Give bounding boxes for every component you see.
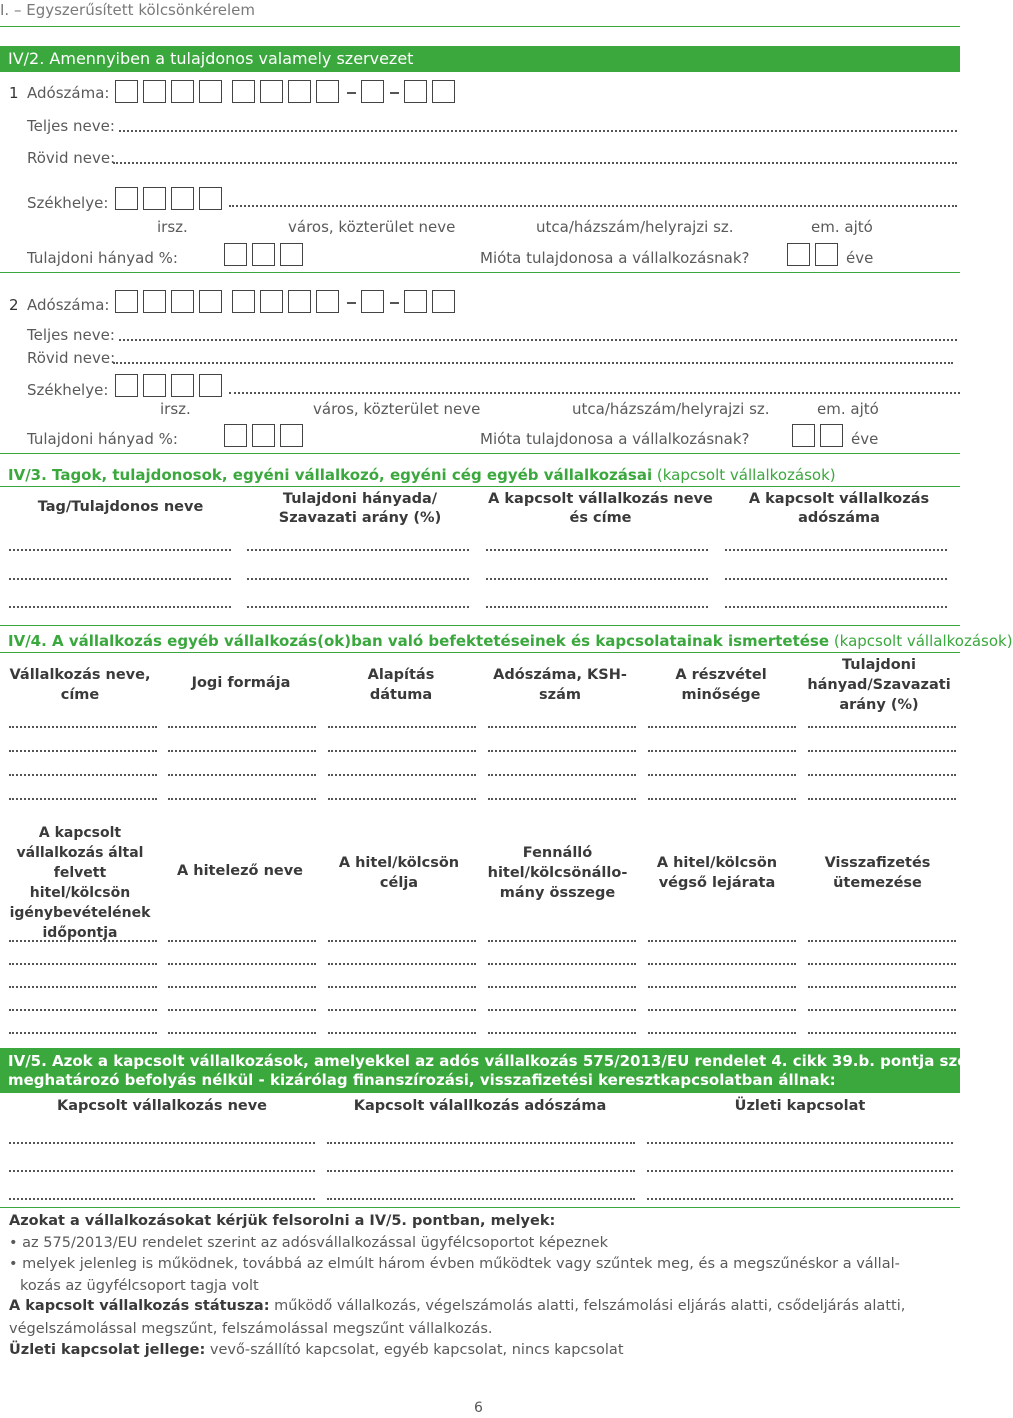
iv4b-col-lender: A hitelező neve — [176, 863, 304, 879]
section-divider — [0, 652, 960, 653]
postcode-digit-box[interactable] — [115, 187, 138, 210]
table-cell-field[interactable] — [9, 986, 157, 988]
tax-digit-box[interactable] — [316, 290, 339, 313]
iv3-col-share: Tulajdoni hányada/ Szavazati arány (%) — [278, 491, 442, 526]
section-iv2-header — [0, 46, 960, 72]
table-cell-field[interactable] — [725, 606, 947, 608]
share-digit-box[interactable] — [252, 424, 275, 447]
owner-1-fullname-field[interactable] — [119, 130, 957, 132]
tax-digit-box[interactable] — [361, 80, 384, 103]
table-cell-field[interactable] — [647, 1142, 953, 1144]
tax-digit-box[interactable] — [199, 290, 222, 313]
table-cell-field[interactable] — [488, 774, 636, 776]
section-divider — [0, 486, 960, 487]
section-iv4-title — [8, 632, 1013, 650]
tax-digit-box[interactable] — [260, 290, 283, 313]
table-cell-field[interactable] — [488, 750, 636, 752]
table-cell-field[interactable] — [648, 940, 796, 942]
share-digit-box[interactable] — [280, 424, 303, 447]
owner-2-year-label: éve — [851, 430, 879, 448]
table-cell-field[interactable] — [647, 1170, 953, 1172]
table-cell-field[interactable] — [328, 1009, 476, 1011]
table-cell-field[interactable] — [327, 1198, 635, 1200]
owner-divider — [0, 453, 960, 454]
years-digit-box[interactable] — [787, 243, 810, 266]
table-cell-field[interactable] — [648, 1009, 796, 1011]
postcode-digit-box[interactable] — [171, 374, 194, 397]
document-header: I. – Egyszerűsített kölcsönkérelem — [0, 1, 256, 19]
postcode-digit-box[interactable] — [115, 374, 138, 397]
table-cell-field[interactable] — [9, 963, 157, 965]
tax-digit-box[interactable] — [404, 80, 427, 103]
table-cell-field[interactable] — [9, 578, 231, 580]
table-cell-field[interactable] — [648, 986, 796, 988]
tax-digit-box[interactable] — [143, 80, 166, 103]
iv4b-col-purpose: A hitel/kölcsön célja — [338, 855, 460, 891]
table-cell-field[interactable] — [488, 798, 636, 800]
table-cell-field[interactable] — [486, 549, 708, 551]
iv4-col-tax: Adószáma, KSH-szám — [493, 667, 627, 703]
owner-2-fullname-label: Teljes neve: — [27, 326, 115, 344]
table-cell-field[interactable] — [168, 940, 316, 942]
table-cell-field[interactable] — [328, 726, 476, 728]
section-iv5-header — [0, 1048, 1010, 1093]
tax-digit-box[interactable] — [115, 290, 138, 313]
table-cell-field[interactable] — [9, 726, 157, 728]
tax-separator — [347, 302, 356, 304]
table-cell-field[interactable] — [9, 774, 157, 776]
notes-relation-text: vevő-szállító kapcsolat, egyéb kapcsolat, nincs kapcsolat — [205, 1342, 624, 1358]
table-cell-field[interactable] — [328, 798, 476, 800]
owner-2-share-label: Tulajdoni hányad %: — [27, 430, 178, 448]
owner-1-year-label: éve — [846, 249, 874, 267]
owner-1-seat-label: Székhelye: — [27, 194, 109, 212]
iv4-col-name: Vállalkozás neve, címe — [9, 667, 151, 703]
share-digit-box[interactable] — [224, 424, 247, 447]
owner-divider — [0, 272, 960, 273]
addr-label-street: utca/házszám/helyrajzi sz. — [572, 400, 770, 418]
table-cell-field[interactable] — [9, 1170, 315, 1172]
postcode-digit-box[interactable] — [199, 374, 222, 397]
owner-1-since-label: Mióta tulajdonosa a vállalkozásnak? — [480, 249, 750, 267]
table-cell-field[interactable] — [328, 940, 476, 942]
owner-2-seat-label: Székhelye: — [27, 381, 109, 399]
table-cell-field[interactable] — [808, 986, 956, 988]
tax-separator — [347, 92, 356, 94]
share-digit-box[interactable] — [224, 243, 247, 266]
addr-label-floor: em. ajtó — [811, 218, 873, 236]
section-iv2-title: IV/2. Amennyiben a tulajdonos valamely szervezet — [8, 49, 414, 68]
addr-label-postcode: irsz. — [157, 218, 188, 236]
table-cell-field[interactable] — [247, 549, 469, 551]
table-cell-field[interactable] — [808, 798, 956, 800]
notes-intro: Azokat a vállalkozásokat kérjük felsorolni a IV/5. pontban, melyek: — [9, 1213, 556, 1229]
table-cell-field[interactable] — [648, 774, 796, 776]
tax-digit-box[interactable] — [143, 290, 166, 313]
tax-digit-box[interactable] — [171, 290, 194, 313]
table-cell-field[interactable] — [808, 750, 956, 752]
notes-bullet-1: • az 575/2013/EU rendelet szerint az adósvállalkozással ügyfélcsoportot képeznek — [9, 1235, 608, 1251]
section-divider — [0, 625, 960, 626]
owner-2-since-label: Mióta tulajdonosa a vállalkozásnak? — [480, 430, 750, 448]
postcode-digit-box[interactable] — [171, 187, 194, 210]
table-cell-field[interactable] — [488, 1032, 636, 1034]
table-cell-field[interactable] — [168, 798, 316, 800]
tax-digit-box[interactable] — [316, 80, 339, 103]
notes-relation — [9, 1342, 624, 1358]
table-cell-field[interactable] — [9, 1032, 157, 1034]
notes-status-text: működő vállalkozás, végelszámolás alatti, felszámolási eljárás alatti, csődeljárás alatti, — [269, 1298, 906, 1314]
tax-digit-box[interactable] — [404, 290, 427, 313]
tax-separator — [390, 92, 399, 94]
postcode-digit-box[interactable] — [143, 374, 166, 397]
section-iv5-title-line1: IV/5. Azok a kapcsolt vállalkozások, amelyekkel az adós vállalkozás 575/2013/EU rendelet 4. cikk 39.b. pontja szerint - — [8, 1052, 1010, 1070]
tax-separator — [390, 302, 399, 304]
header-divider — [0, 26, 960, 27]
years-digit-box[interactable] — [792, 424, 815, 447]
owner-1-shortname-field[interactable] — [113, 162, 957, 164]
owner-2-shortname-label: Rövid neve: — [27, 349, 116, 367]
table-cell-field[interactable] — [327, 1170, 635, 1172]
table-cell-field[interactable] — [647, 1198, 953, 1200]
tax-digit-box[interactable] — [260, 80, 283, 103]
table-cell-field[interactable] — [486, 606, 708, 608]
share-digit-box[interactable] — [252, 243, 275, 266]
table-cell-field[interactable] — [488, 963, 636, 965]
table-cell-field[interactable] — [168, 1032, 316, 1034]
table-cell-field[interactable] — [725, 549, 947, 551]
iv4-col-participation: A részvétel minősége — [675, 667, 767, 703]
owner-2-fullname-field[interactable] — [119, 339, 957, 341]
table-cell-field[interactable] — [168, 750, 316, 752]
tax-digit-box[interactable] — [432, 290, 455, 313]
owner-2-shortname-field[interactable] — [113, 362, 953, 364]
table-cell-field[interactable] — [168, 726, 316, 728]
section-iv5-title-line2: meghatározó befolyás nélkül - kizárólag finanszírozási, visszafizetési keresztkapcsolatban állnak: — [8, 1071, 836, 1089]
share-digit-box[interactable] — [280, 243, 303, 266]
owner-2-number: 2 — [9, 296, 19, 314]
table-cell-field[interactable] — [9, 1009, 157, 1011]
owner-1-shortname-label: Rövid neve: — [27, 149, 116, 167]
table-cell-field[interactable] — [725, 578, 947, 580]
addr-label-street: utca/házszám/helyrajzi sz. — [536, 218, 734, 236]
section-iv4-title-rest: (kapcsolt vállalkozások) — [829, 632, 1013, 650]
tax-digit-box[interactable] — [199, 80, 222, 103]
postcode-digit-box[interactable] — [199, 187, 222, 210]
table-cell-field[interactable] — [168, 986, 316, 988]
table-cell-field[interactable] — [327, 1142, 635, 1144]
table-cell-field[interactable] — [168, 963, 316, 965]
table-cell-field[interactable] — [648, 750, 796, 752]
iv3-col-company: A kapcsolt vállalkozás neve és címe — [488, 491, 713, 526]
notes-status — [9, 1298, 905, 1314]
tax-digit-box[interactable] — [361, 290, 384, 313]
owner-1-fullname-label: Teljes neve: — [27, 117, 115, 135]
addr-label-city: város, közterület neve — [313, 400, 481, 418]
iv3-col-owner-name: Tag/Tulajdonos neve — [37, 499, 204, 515]
table-cell-field[interactable] — [488, 940, 636, 942]
table-cell-field[interactable] — [648, 726, 796, 728]
tax-digit-box[interactable] — [171, 80, 194, 103]
years-digit-box[interactable] — [815, 243, 838, 266]
table-cell-field[interactable] — [9, 750, 157, 752]
table-cell-field[interactable] — [808, 774, 956, 776]
table-cell-field[interactable] — [328, 774, 476, 776]
table-cell-field[interactable] — [648, 963, 796, 965]
iv4b-col-maturity: A hitel/kölcsön végső lejárata — [656, 855, 778, 891]
table-cell-field[interactable] — [808, 726, 956, 728]
iv3-col-tax: A kapcsolt vállalkozás adószáma — [748, 491, 930, 526]
table-cell-field[interactable] — [808, 1032, 956, 1034]
table-cell-field[interactable] — [247, 606, 469, 608]
iv4b-col-date: A kapcsolt vállalkozás által felvett hitel/kölcsön igénybevételének időpontja — [9, 825, 151, 941]
notes-bullet-2-line1: • melyek jelenleg is működnek, továbbá az elmúlt három évben működtek vagy szűntek meg, és a megszűnéskor a vállal- — [9, 1256, 900, 1272]
section-iv4-title-bold: IV/4. A vállalkozás egyéb vállalkozás(ok)ban való befektetéseinek és kapcsolatainak ismertetése — [8, 632, 830, 650]
iv4b-col-schedule: Visszafizetés ütemezése — [824, 855, 931, 891]
owner-1-tax-label: Adószáma: — [27, 84, 110, 102]
iv4-col-legal-form: Jogi formája — [191, 675, 291, 691]
table-cell-field[interactable] — [9, 549, 231, 551]
iv4-col-founded: Alapítás dátuma — [367, 667, 435, 703]
notes-relation-label: Üzleti kapcsolat jellege: — [9, 1342, 206, 1358]
iv4-col-share: Tulajdoni hányad/Szavazati arány (%) — [807, 657, 951, 713]
table-cell-field[interactable] — [808, 940, 956, 942]
postcode-digit-box[interactable] — [143, 187, 166, 210]
owner-1-address-field[interactable] — [229, 205, 957, 207]
table-cell-field[interactable] — [9, 798, 157, 800]
addr-label-postcode: irsz. — [160, 400, 191, 418]
table-cell-field[interactable] — [488, 726, 636, 728]
page-number: 6 — [474, 1400, 483, 1416]
table-cell-field[interactable] — [328, 750, 476, 752]
tax-digit-box[interactable] — [288, 80, 311, 103]
table-cell-field[interactable] — [168, 774, 316, 776]
table-cell-field[interactable] — [648, 798, 796, 800]
table-cell-field[interactable] — [9, 1142, 315, 1144]
notes-bullet-2-line2: kozás az ügyfélcsoport tagja volt — [20, 1278, 259, 1294]
iv4b-col-amount: Fennálló hitel/kölcsönállo-mány összege — [487, 845, 628, 901]
section-iv3-title — [8, 466, 836, 484]
owner-1-share-label: Tulajdoni hányad %: — [27, 249, 178, 267]
iv5-col-tax: Kapcsolt válallkozás adószáma — [353, 1098, 607, 1114]
table-cell-field[interactable] — [488, 1009, 636, 1011]
table-cell-field[interactable] — [328, 963, 476, 965]
tax-digit-box[interactable] — [115, 80, 138, 103]
owner-2-address-field[interactable] — [229, 392, 960, 394]
table-cell-field[interactable] — [9, 606, 231, 608]
owner-2-tax-label: Adószáma: — [27, 296, 110, 314]
table-cell-field[interactable] — [328, 986, 476, 988]
table-cell-field[interactable] — [328, 1032, 476, 1034]
table-cell-field[interactable] — [488, 986, 636, 988]
table-cell-field[interactable] — [486, 578, 708, 580]
table-cell-field[interactable] — [648, 1032, 796, 1034]
table-cell-field[interactable] — [808, 963, 956, 965]
addr-label-floor: em. ajtó — [817, 400, 879, 418]
table-cell-field[interactable] — [247, 578, 469, 580]
section-iv3-title-rest: (kapcsolt vállalkozások) — [652, 466, 836, 484]
owner-1-number: 1 — [9, 84, 19, 102]
tax-digit-box[interactable] — [232, 80, 255, 103]
notes-status-label: A kapcsolt vállalkozás státusza: — [9, 1298, 270, 1314]
years-digit-box[interactable] — [820, 424, 843, 447]
section-divider — [0, 1207, 960, 1208]
section-iv3-title-bold: IV/3. Tagok, tulajdonosok, egyéni vállalkozó, egyéni cég egyéb vállalkozásai — [8, 466, 653, 484]
notes-status-line2: végelszámolással megszűnt, felszámolással megszűnt vállalkozás. — [9, 1321, 493, 1337]
table-cell-field[interactable] — [9, 1198, 315, 1200]
table-cell-field[interactable] — [9, 940, 157, 942]
tax-digit-box[interactable] — [288, 290, 311, 313]
addr-label-city: város, közterület neve — [288, 218, 456, 236]
table-cell-field[interactable] — [168, 1009, 316, 1011]
tax-digit-box[interactable] — [232, 290, 255, 313]
iv5-col-name: Kapcsolt vállalkozás neve — [56, 1098, 268, 1114]
tax-digit-box[interactable] — [432, 80, 455, 103]
iv5-col-relation: Üzleti kapcsolat — [734, 1098, 866, 1114]
table-cell-field[interactable] — [808, 1009, 956, 1011]
